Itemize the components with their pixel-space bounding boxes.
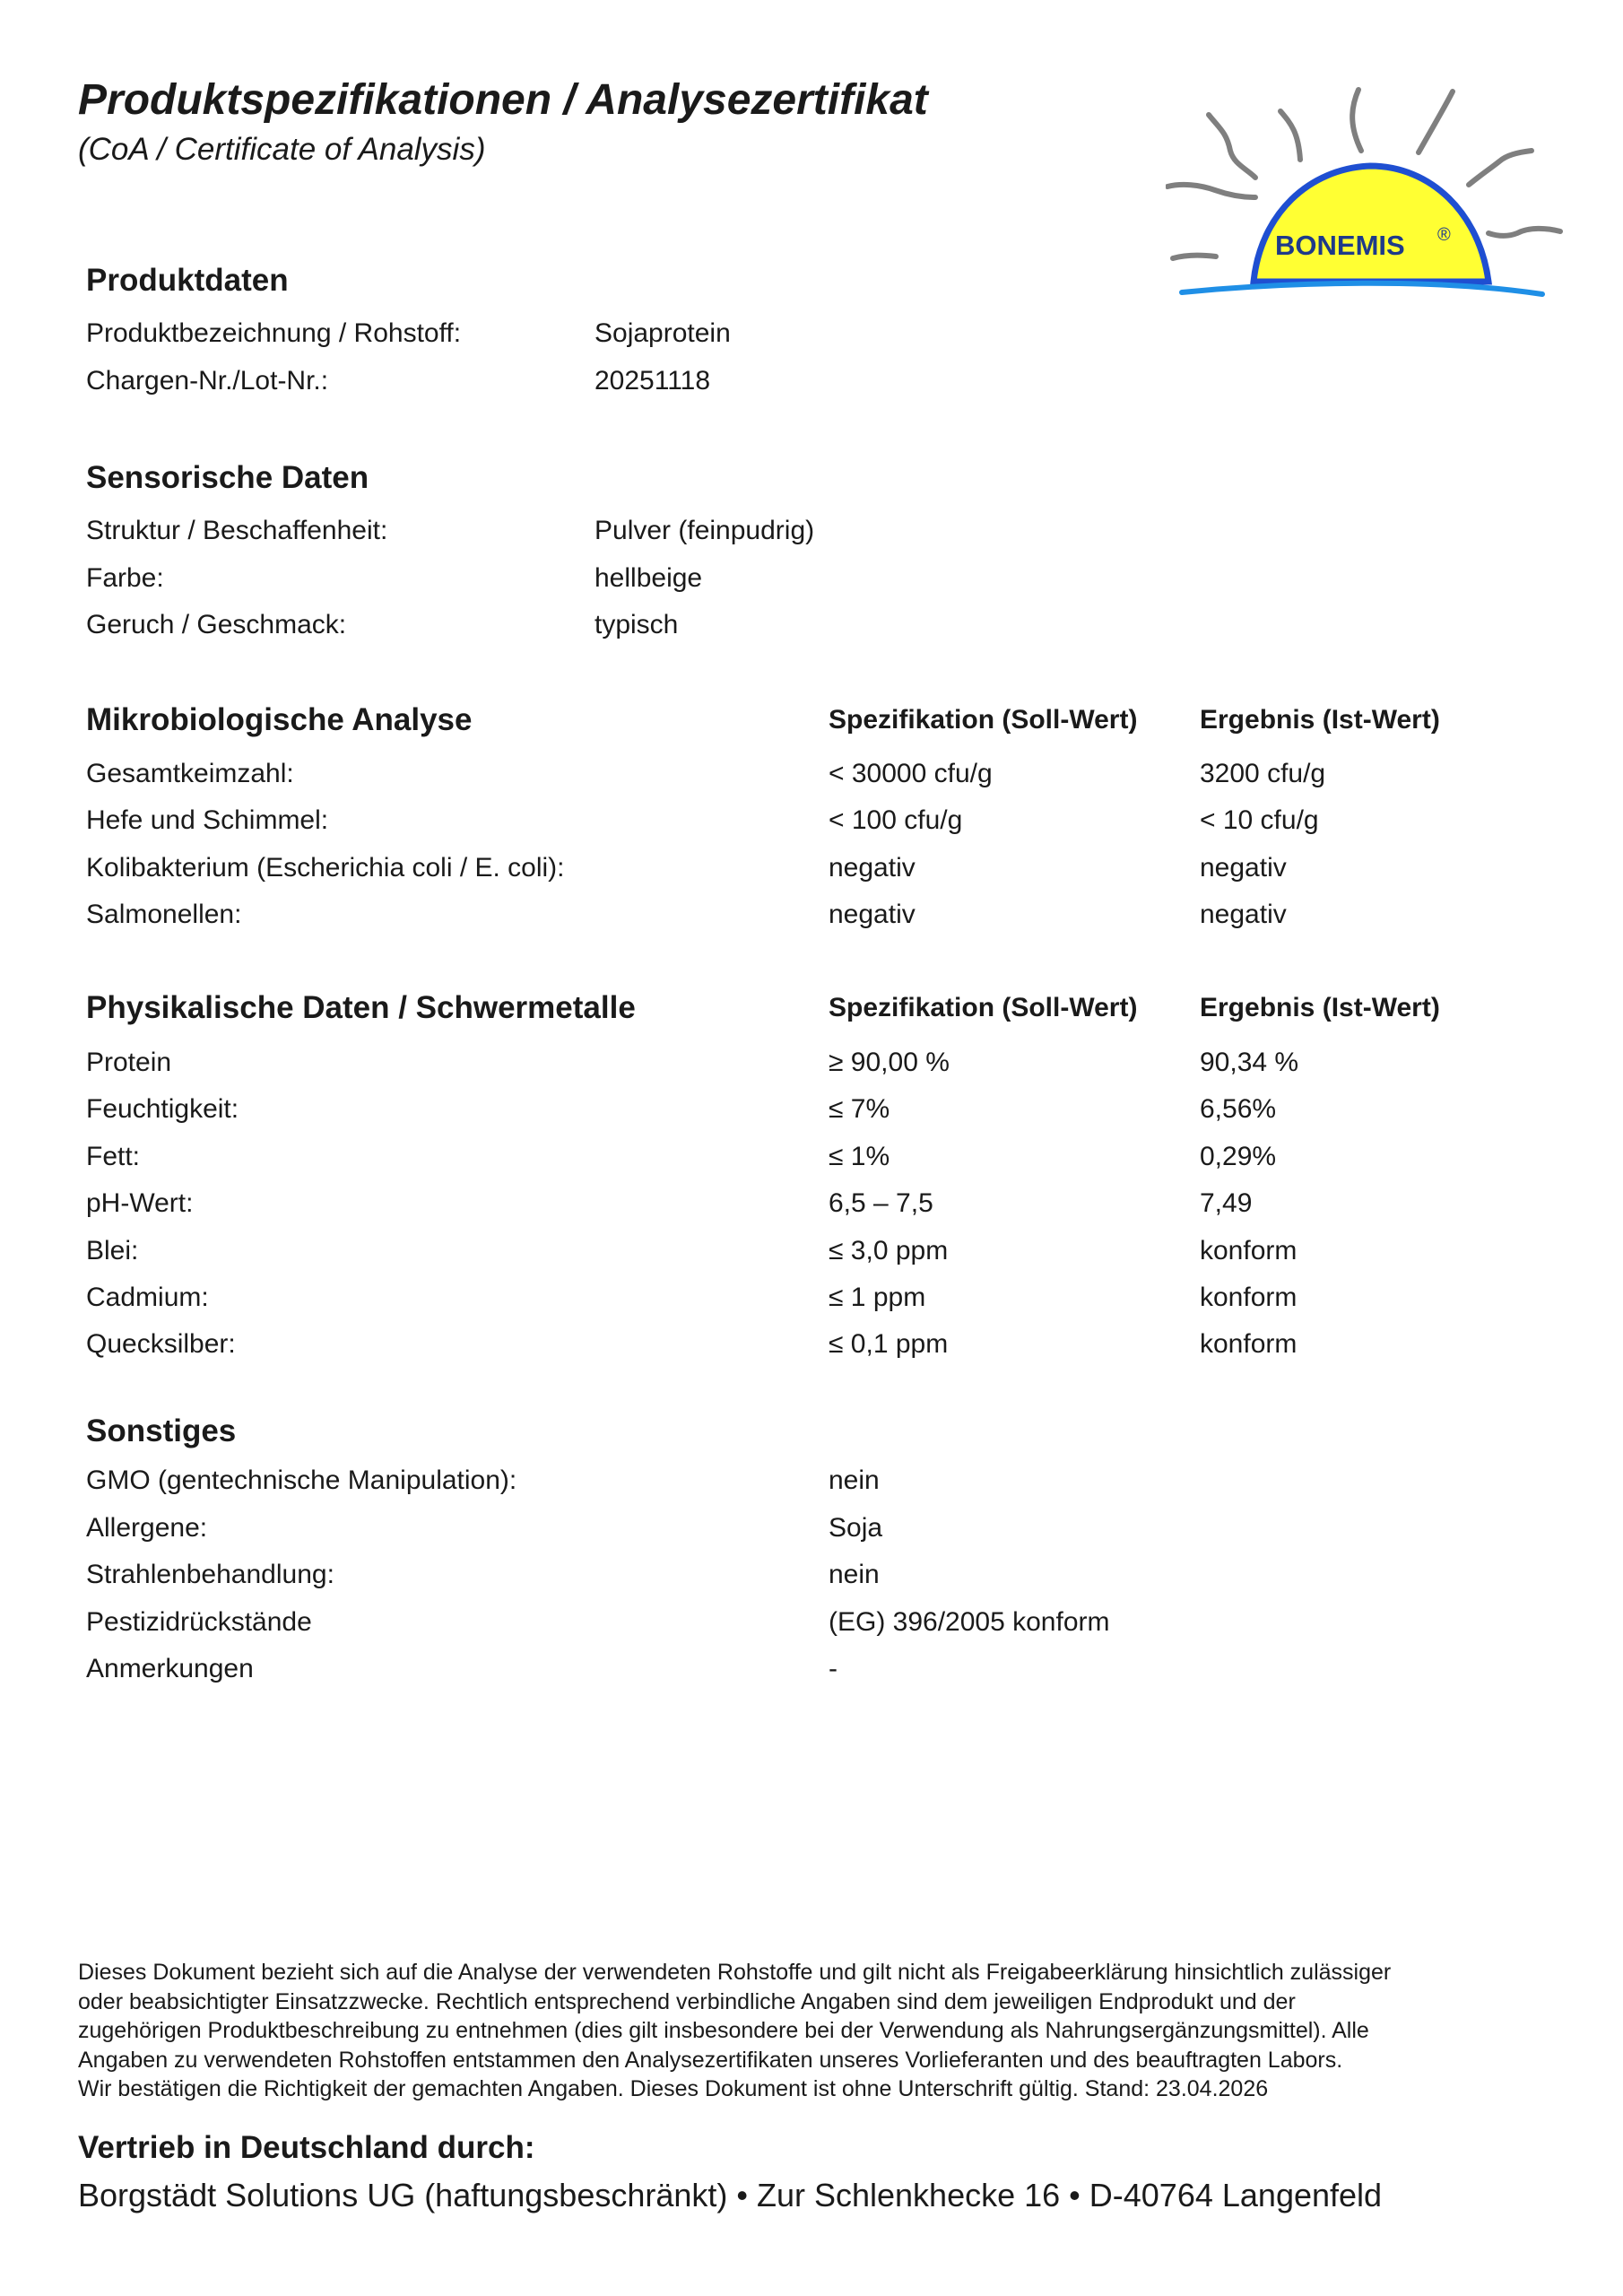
row-label: GMO (gentechnische Manipulation): <box>86 1465 517 1495</box>
row-value: Sojaprotein <box>595 318 731 348</box>
row-label: Hefe und Schimmel: <box>86 805 329 835</box>
row-spec: negativ <box>829 900 916 929</box>
table-row <box>0 1656 1623 1692</box>
row-spec: ≥ 90,00 % <box>829 1048 950 1077</box>
table-row <box>0 1609 1623 1645</box>
table-row <box>0 901 1623 937</box>
row-value: nein <box>829 1465 880 1495</box>
row-label: Chargen-Nr./Lot-Nr.: <box>86 366 329 396</box>
row-spec: ≤ 0,1 ppm <box>829 1329 949 1359</box>
row-spec: < 100 cfu/g <box>829 805 963 835</box>
table-row <box>0 1331 1623 1367</box>
row-spec: ≤ 1 ppm <box>829 1283 926 1312</box>
row-label: Allergene: <box>86 1513 208 1543</box>
section-heading-sensorisch: Sensorische Daten <box>86 460 369 495</box>
disclaimer-line: zugehörigen Produktbeschreibung zu entnehmen (dies gilt insbesondere bei der Verwendung als Nahrungsergänzungsmittel). Alle <box>78 2018 1369 2043</box>
logo-text: BONEMIS <box>1275 230 1405 261</box>
table-row <box>0 1561 1623 1597</box>
disclaimer-text <box>78 1958 1567 2104</box>
table-row <box>0 855 1623 891</box>
row-result: 6,56% <box>1200 1094 1277 1124</box>
column-header-spec: Spezifikation (Soll-Wert) <box>829 993 1138 1022</box>
row-spec: ≤ 1% <box>829 1142 890 1171</box>
row-label: Produktbezeichnung / Rohstoff: <box>86 318 462 348</box>
table-row <box>0 807 1623 843</box>
section-heading-produktdaten: Produktdaten <box>86 263 289 298</box>
table-row <box>0 368 1623 404</box>
row-value: nein <box>829 1560 880 1589</box>
row-spec: < 30000 cfu/g <box>829 759 993 788</box>
row-label: Quecksilber: <box>86 1329 236 1359</box>
row-label: Strahlenbehandlung: <box>86 1560 334 1589</box>
row-label: Kolibakterium (Escherichia coli / E. coli): <box>86 853 565 883</box>
water-icon <box>1182 283 1542 294</box>
row-label: Struktur / Beschaffenheit: <box>86 516 388 545</box>
row-value: typisch <box>595 610 679 639</box>
table-row <box>0 761 1623 796</box>
distribution-address: Borgstädt Solutions UG (haftungsbeschränkt) • Zur Schlenkhecke 16 • D-40764 Langenfeld <box>78 2177 1383 2213</box>
row-value: Soja <box>829 1513 883 1543</box>
row-label: Anmerkungen <box>86 1654 254 1683</box>
row-label: Protein <box>86 1048 172 1077</box>
registered-mark: ® <box>1437 225 1451 245</box>
disclaimer-line: oder beabsichtigter Einsatzzwecke. Rechtlich entsprechend verbindliche Angaben sind dem jeweiligen Endprodukt und der <box>78 1988 1296 2014</box>
section-heading-physik: Physikalische Daten / Schwermetalle <box>86 990 636 1025</box>
table-row <box>0 1238 1623 1274</box>
row-label: Cadmium: <box>86 1283 209 1312</box>
disclaimer-line: Wir bestätigen die Richtigkeit der gemachten Angaben. Dieses Dokument ist ohne Unterschrift gültig. Stand: 23.04.2026 <box>78 2076 1269 2101</box>
document-subtitle: (CoA / Certificate of Analysis) <box>78 132 486 167</box>
row-value: (EG) 396/2005 konform <box>829 1607 1110 1637</box>
table-row <box>0 1096 1623 1132</box>
section-heading-sonstiges: Sonstiges <box>86 1413 237 1448</box>
row-label: Gesamtkeimzahl: <box>86 759 294 788</box>
table-row <box>0 320 1623 356</box>
column-header-spec: Spezifikation (Soll-Wert) <box>829 705 1138 735</box>
table-row <box>0 1144 1623 1179</box>
row-result: negativ <box>1200 900 1287 929</box>
row-result: konform <box>1200 1329 1298 1359</box>
disclaimer-line: Dieses Dokument bezieht sich auf die Analyse der verwendeten Rohstoffe und gilt nicht als Freigabeerklärung hinsichtlich zulässiger <box>78 1960 1392 1985</box>
row-spec: ≤ 7% <box>829 1094 890 1124</box>
row-label: Salmonellen: <box>86 900 242 929</box>
table-row <box>0 1467 1623 1503</box>
row-label: Farbe: <box>86 563 164 593</box>
row-value: - <box>829 1654 838 1683</box>
row-spec: negativ <box>829 853 916 883</box>
disclaimer-line: Angaben zu verwendeten Rohstoffen entstammen den Analysezertifikaten unseres Vorlieferanten und des beauftragten Labors. <box>78 2047 1343 2073</box>
column-header-result: Ergebnis (Ist-Wert) <box>1200 705 1440 735</box>
column-header-result: Ergebnis (Ist-Wert) <box>1200 993 1440 1022</box>
row-label: Geruch / Geschmack: <box>86 610 347 639</box>
table-row <box>0 1284 1623 1320</box>
row-result: 3200 cfu/g <box>1200 759 1326 788</box>
distribution-heading: Vertrieb in Deutschland durch: <box>78 2130 535 2165</box>
row-result: < 10 cfu/g <box>1200 805 1319 835</box>
document-title: Produktspezifikationen / Analysezertifikat <box>78 76 928 124</box>
row-label: Feuchtigkeit: <box>86 1094 239 1124</box>
table-row <box>0 1049 1623 1085</box>
row-value: 20251118 <box>595 366 711 396</box>
row-label: Fett: <box>86 1142 141 1171</box>
row-label: pH-Wert: <box>86 1188 194 1218</box>
sun-icon <box>1254 166 1488 282</box>
table-row <box>0 565 1623 601</box>
row-label: Blei: <box>86 1236 139 1265</box>
row-spec: 6,5 – 7,5 <box>829 1188 933 1218</box>
row-result: 0,29% <box>1200 1142 1277 1171</box>
row-value: hellbeige <box>595 563 703 593</box>
bonemis-logo <box>1166 79 1569 312</box>
row-result: 90,34 % <box>1200 1048 1299 1077</box>
table-row <box>0 1190 1623 1226</box>
row-spec: ≤ 3,0 ppm <box>829 1236 949 1265</box>
row-result: konform <box>1200 1283 1298 1312</box>
row-value: Pulver (feinpudrig) <box>595 516 815 545</box>
table-row <box>0 612 1623 648</box>
table-row <box>0 517 1623 553</box>
row-result: konform <box>1200 1236 1298 1265</box>
row-result: negativ <box>1200 853 1287 883</box>
row-label: Pestizidrückstände <box>86 1607 312 1637</box>
row-result: 7,49 <box>1200 1188 1253 1218</box>
table-row <box>0 1515 1623 1551</box>
section-heading-mikro: Mikrobiologische Analyse <box>86 702 473 737</box>
